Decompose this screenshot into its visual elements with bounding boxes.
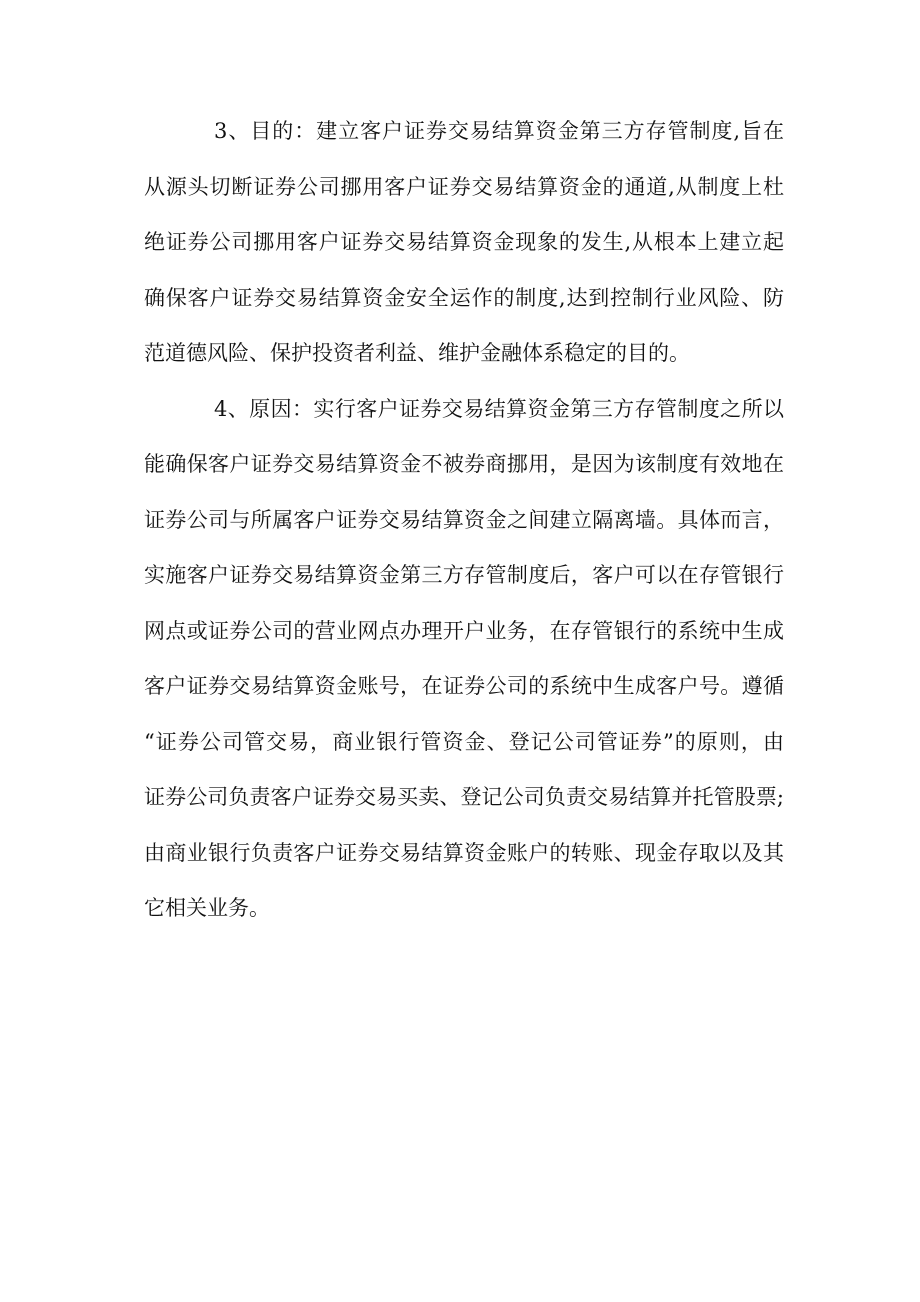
paragraph-2-line-2: 能确保客户证券交易结算资金不被券商挪用，是因为该制度有效地在 — [144, 452, 784, 476]
paragraph-2-line-8: 证券公司负责客户证券交易买卖、登记公司负责交易结算并托管股票; — [144, 785, 784, 809]
paragraph-2-line-7: “证券公司管交易，商业银行管资金、登记公司管证券”的原则，由 — [144, 729, 784, 754]
paragraph-1-line-5: 范道德风险、保护投资者利益、维护金融体系稳定的目的。 — [144, 341, 690, 365]
paragraph-2-line-1: 4、原因：实行客户证券交易结算资金第三方存管制度之所以 — [214, 396, 784, 421]
paragraph-2-line-6: 客户证券交易结算资金账号，在证券公司的系统中生成客户号。遵循 — [144, 674, 784, 698]
paragraph-2-line-10: 它相关业务。 — [144, 896, 270, 920]
paragraph-2-line-5: 网点或证券公司的营业网点办理开户业务，在存管银行的系统中生成 — [144, 618, 784, 643]
paragraph-2-line-9: 由商业银行负责客户证券交易结算资金账户的转账、现金存取以及其 — [144, 840, 784, 865]
paragraph-1-line-3: 绝证券公司挪用客户证券交易结算资金现象的发生,从根本上建立起 — [144, 230, 784, 254]
paragraph-1-line-4: 确保客户证券交易结算资金安全运作的制度,达到控制行业风险、防 — [144, 285, 784, 310]
paragraph-2-line-4: 实施客户证券交易结算资金第三方存管制度后，客户可以在存管银行 — [144, 563, 784, 587]
paragraph-2-line-3: 证券公司与所属客户证券交易结算资金之间建立隔离墙。具体而言， — [144, 507, 784, 532]
document-body — [144, 104, 784, 937]
paragraph-1-line-2: 从源头切断证券公司挪用客户证券交易结算资金的通道,从制度上杜 — [144, 174, 784, 199]
paragraph-1-line-1: 3、目的：建立客户证券交易结算资金第三方存管制度,旨在 — [214, 119, 784, 143]
